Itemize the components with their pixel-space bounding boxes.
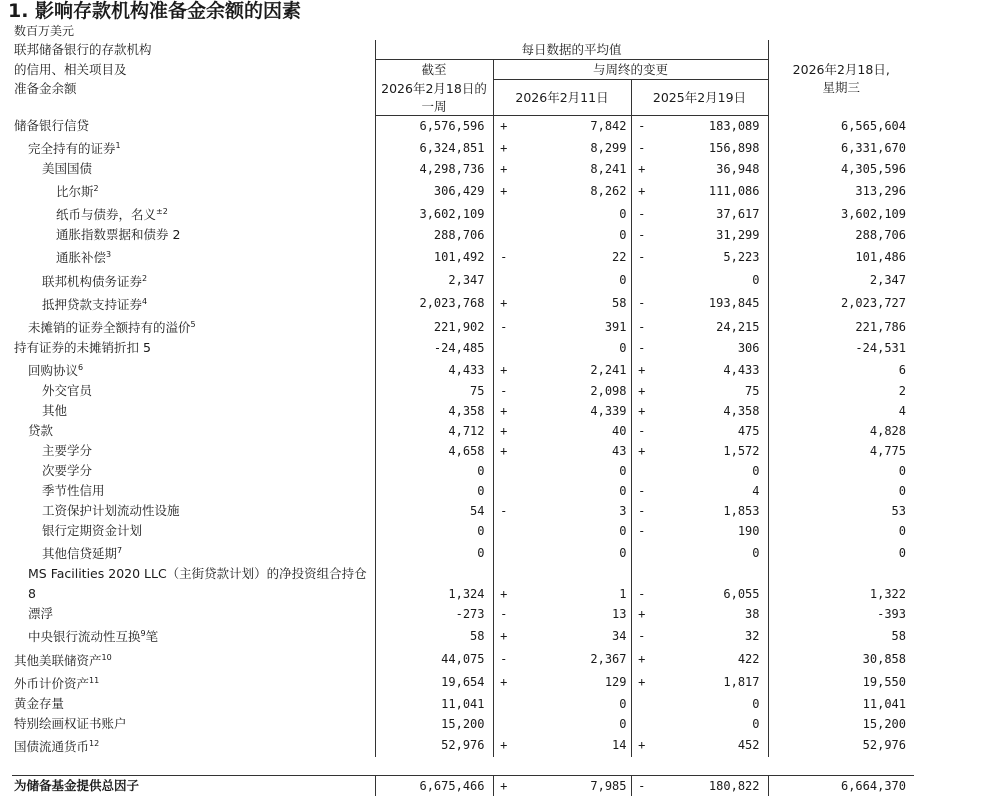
table-row [12, 624, 914, 647]
table-row [12, 159, 914, 179]
sign-b: + [631, 671, 652, 694]
footnote-ref: 12 [89, 739, 99, 748]
change-a-value: 14 [514, 734, 631, 757]
row-label: 贷款 [12, 421, 375, 441]
sign-b: - [631, 116, 652, 137]
wednesday-value: 313,296 [768, 179, 914, 202]
row-label: 美国国债 [12, 159, 375, 179]
spacer-row [12, 757, 914, 776]
table-row [12, 401, 914, 421]
table-row [12, 461, 914, 481]
table-row [12, 358, 914, 381]
change-a-value: 58 [514, 292, 631, 315]
sign-a [493, 481, 514, 501]
week-value: 52,976 [375, 734, 493, 757]
change-b-value: 31,299 [652, 225, 768, 245]
row-label: 黄金存量 [12, 694, 375, 714]
sign-b: - [631, 315, 652, 338]
sign-b: - [631, 292, 652, 315]
change-a-value: 4,339 [514, 401, 631, 421]
table-row [12, 245, 914, 268]
wednesday-value: 58 [768, 624, 914, 647]
change-a-value: 7,985 [514, 776, 631, 796]
week-value: 44,075 [375, 648, 493, 671]
table-row [12, 315, 914, 338]
table-title: 1. 影响存款机构准备金余额的因素 [8, 0, 301, 23]
wednesday-value: 0 [768, 461, 914, 481]
row-label: 联邦机构债务证券$^2$ [12, 269, 375, 292]
wednesday-value: 52,976 [768, 734, 914, 757]
table-row [12, 225, 914, 245]
row-label: 次要学分 [12, 461, 375, 481]
sign-a [493, 714, 514, 734]
sign-b: + [631, 648, 652, 671]
sign-a [493, 202, 514, 225]
row-label: 为储备基金提供总因子 [12, 776, 375, 796]
footnote-ref: 6 [78, 363, 83, 372]
footnote-ref: 7 [117, 546, 122, 555]
row-label: 完全持有的证券$^1$ [12, 136, 375, 159]
week-value: 6,675,466 [375, 776, 493, 796]
week-value: 58 [375, 624, 493, 647]
row-label: 季节性信用 [12, 481, 375, 501]
sign-b: + [631, 441, 652, 461]
week-value: 15,200 [375, 714, 493, 734]
week-value: 221,902 [375, 315, 493, 338]
header-week-ending-top: 截至 [375, 59, 493, 79]
change-a-value: 7,842 [514, 116, 631, 137]
sign-a: + [493, 564, 514, 604]
row-label: 主要学分 [12, 441, 375, 461]
change-b-value: 475 [652, 421, 768, 441]
week-value: 4,433 [375, 358, 493, 381]
table-row [12, 421, 914, 441]
footnote-ref: 4 [142, 297, 147, 306]
change-b-value: 36,948 [652, 159, 768, 179]
wednesday-value: 4,828 [768, 421, 914, 441]
row-label: 纸币与债券，名义$^{\pm 2}$ [12, 202, 375, 225]
wednesday-value: 2,347 [768, 269, 914, 292]
change-a-value: 40 [514, 421, 631, 441]
table-row [12, 734, 914, 757]
sign-a [493, 461, 514, 481]
change-b-value: 0 [652, 694, 768, 714]
wednesday-value: 53 [768, 501, 914, 521]
wednesday-value: 2,023,727 [768, 292, 914, 315]
table-row [12, 501, 914, 521]
wednesday-value: 1,322 [768, 564, 914, 604]
header-change-col-b: 2025年2月19日 [631, 79, 768, 116]
sign-b: - [631, 501, 652, 521]
change-a-value: 3 [514, 501, 631, 521]
change-a-value: 43 [514, 441, 631, 461]
week-value: 75 [375, 381, 493, 401]
change-b-value: 452 [652, 734, 768, 757]
row-label: 通胀补偿$^3$ [12, 245, 375, 268]
change-b-value: 0 [652, 541, 768, 564]
change-b-value: 4,358 [652, 401, 768, 421]
sign-a [493, 694, 514, 714]
table-row [12, 714, 914, 734]
change-a-value: 0 [514, 714, 631, 734]
sign-b [631, 694, 652, 714]
table-row [12, 292, 914, 315]
change-b-value: 32 [652, 624, 768, 647]
week-value: -24,485 [375, 338, 493, 358]
change-b-value: 5,223 [652, 245, 768, 268]
footnote-ref: 11 [89, 676, 99, 685]
change-b-value: 38 [652, 604, 768, 624]
footnote-ref: 2 [142, 274, 147, 283]
sign-b: - [631, 776, 652, 796]
change-a-value: 0 [514, 225, 631, 245]
footnote-ref: 10 [102, 653, 112, 662]
week-value: 19,654 [375, 671, 493, 694]
wednesday-value: 4 [768, 401, 914, 421]
change-a-value: 0 [514, 461, 631, 481]
change-a-value: 1 [514, 564, 631, 604]
sign-b: - [631, 136, 652, 159]
row-label: 比尔斯$^2$ [12, 179, 375, 202]
table-row [12, 269, 914, 292]
sign-b [631, 461, 652, 481]
table-row [12, 776, 914, 796]
sign-a: - [493, 381, 514, 401]
table-row [12, 381, 914, 401]
sign-a: + [493, 776, 514, 796]
row-label: MS Facilities 2020 LLC（主街贷款计划）的净投资组合持仓8 [12, 564, 375, 604]
wednesday-value: 4,305,596 [768, 159, 914, 179]
sign-b: - [631, 225, 652, 245]
change-b-value: 1,817 [652, 671, 768, 694]
row-label: 外币计价资产$^{11}$ [12, 671, 375, 694]
wednesday-value: 11,041 [768, 694, 914, 714]
sign-a [493, 225, 514, 245]
change-b-value: 190 [652, 521, 768, 541]
row-label: 回购协议$^6$ [12, 358, 375, 381]
sign-a: + [493, 734, 514, 757]
wednesday-value: 221,786 [768, 315, 914, 338]
change-b-value: 306 [652, 338, 768, 358]
row-header-label: 联邦储备银行的存款机构 的信用、相关项目及 准备金余额 [12, 40, 375, 116]
change-a-value: 0 [514, 694, 631, 714]
row-label: 其他美联储资产$^{10}$ [12, 648, 375, 671]
change-a-value: 2,098 [514, 381, 631, 401]
row-label: 其他信贷延期$^7$ [12, 541, 375, 564]
wednesday-value: -24,531 [768, 338, 914, 358]
change-b-value: 4,433 [652, 358, 768, 381]
sign-b: - [631, 624, 652, 647]
change-a-value: 0 [514, 269, 631, 292]
sign-b: + [631, 179, 652, 202]
sign-a: - [493, 604, 514, 624]
change-b-value: 183,089 [652, 116, 768, 137]
table-row [12, 671, 914, 694]
week-value: 0 [375, 541, 493, 564]
sign-a: + [493, 179, 514, 202]
week-value: 4,712 [375, 421, 493, 441]
header-change-from-week: 与周终的变更 [493, 59, 768, 79]
week-value: 0 [375, 461, 493, 481]
table-body [12, 116, 914, 796]
sign-a [493, 269, 514, 292]
week-value: 54 [375, 501, 493, 521]
change-b-value: 193,845 [652, 292, 768, 315]
change-b-value: 0 [652, 714, 768, 734]
week-value: 4,298,736 [375, 159, 493, 179]
week-value: 101,492 [375, 245, 493, 268]
wednesday-value: -393 [768, 604, 914, 624]
row-label: 未摊销的证券全额持有的溢价$^5$ [12, 315, 375, 338]
footnote-ref: ±2 [156, 207, 168, 216]
sign-b: - [631, 202, 652, 225]
header-change-col-a: 2026年2月11日 [493, 79, 631, 116]
week-value: -273 [375, 604, 493, 624]
table-row [12, 541, 914, 564]
change-b-value: 422 [652, 648, 768, 671]
change-b-value: 0 [652, 461, 768, 481]
sign-b [631, 714, 652, 734]
week-value: 11,041 [375, 694, 493, 714]
change-b-value: 24,215 [652, 315, 768, 338]
wednesday-value: 6,565,604 [768, 116, 914, 137]
wednesday-value: 30,858 [768, 648, 914, 671]
change-a-value: 22 [514, 245, 631, 268]
table-row [12, 441, 914, 461]
sign-b: - [631, 481, 652, 501]
sign-a: + [493, 624, 514, 647]
change-a-value: 0 [514, 541, 631, 564]
change-b-value: 75 [652, 381, 768, 401]
table-row [12, 179, 914, 202]
footnote-ref: 3 [106, 250, 111, 259]
footnote-ref: 9 [141, 629, 146, 638]
sign-b: - [631, 521, 652, 541]
change-a-value: 8,299 [514, 136, 631, 159]
week-value: 2,023,768 [375, 292, 493, 315]
sign-a: + [493, 441, 514, 461]
sign-a: + [493, 116, 514, 137]
wednesday-value: 15,200 [768, 714, 914, 734]
week-value: 2,347 [375, 269, 493, 292]
sign-a: + [493, 401, 514, 421]
wednesday-value: 0 [768, 481, 914, 501]
header-wednesday: 2026年2月18日, 星期三 [768, 40, 914, 116]
table-row [12, 694, 914, 714]
sign-a: + [493, 421, 514, 441]
row-label: 工资保护计划流动性设施 [12, 501, 375, 521]
reserve-factors-table [12, 40, 914, 796]
sign-b: - [631, 245, 652, 268]
table-row [12, 136, 914, 159]
change-a-value: 0 [514, 481, 631, 501]
wednesday-value: 4,775 [768, 441, 914, 461]
change-b-value: 111,086 [652, 179, 768, 202]
change-a-value: 391 [514, 315, 631, 338]
header-week-ending-date: 2026年2月18日的一周 [375, 79, 493, 116]
wednesday-value: 6,664,370 [768, 776, 914, 796]
change-b-value: 1,572 [652, 441, 768, 461]
week-value: 0 [375, 521, 493, 541]
change-b-value: 1,853 [652, 501, 768, 521]
table-row [12, 521, 914, 541]
footnote-ref: 1 [116, 141, 121, 150]
wednesday-value: 288,706 [768, 225, 914, 245]
sign-b: + [631, 159, 652, 179]
sign-b: - [631, 338, 652, 358]
change-a-value: 2,367 [514, 648, 631, 671]
sign-a: + [493, 292, 514, 315]
row-label: 持有证券的未摊销折扣 5 [12, 338, 375, 358]
sign-a: - [493, 501, 514, 521]
row-label: 储备银行信贷 [12, 116, 375, 137]
unit-label: 数百万美元 [14, 22, 74, 39]
row-label: 中央银行流动性互换$^9$笔 [12, 624, 375, 647]
change-a-value: 0 [514, 202, 631, 225]
sign-a: - [493, 648, 514, 671]
row-label: 银行定期资金计划 [12, 521, 375, 541]
sign-a: - [493, 315, 514, 338]
table-row [12, 116, 914, 137]
wednesday-value: 19,550 [768, 671, 914, 694]
sign-b: - [631, 564, 652, 604]
sign-b: + [631, 401, 652, 421]
week-value: 306,429 [375, 179, 493, 202]
sign-b [631, 541, 652, 564]
sign-a: + [493, 671, 514, 694]
table-row [12, 564, 914, 604]
sign-b: + [631, 734, 652, 757]
table-row [12, 648, 914, 671]
sign-b: - [631, 421, 652, 441]
change-b-value: 37,617 [652, 202, 768, 225]
wednesday-value: 101,486 [768, 245, 914, 268]
week-value: 3,602,109 [375, 202, 493, 225]
row-label: 通胀指数票据和债券 2 [12, 225, 375, 245]
week-value: 1,324 [375, 564, 493, 604]
wednesday-value: 2 [768, 381, 914, 401]
sign-a [493, 541, 514, 564]
change-b-value: 180,822 [652, 776, 768, 796]
wednesday-value: 6 [768, 358, 914, 381]
row-label: 国债流通货币$^{12}$ [12, 734, 375, 757]
sign-a: + [493, 136, 514, 159]
sign-a: + [493, 358, 514, 381]
table-row [12, 338, 914, 358]
table-row [12, 481, 914, 501]
sign-a: - [493, 245, 514, 268]
footnote-ref: 2 [94, 184, 99, 193]
table-row [12, 604, 914, 624]
row-label: 抵押贷款支持证券$^4$ [12, 292, 375, 315]
change-b-value: 6,055 [652, 564, 768, 604]
change-a-value: 0 [514, 521, 631, 541]
header-daily-average: 每日数据的平均值 [375, 40, 768, 59]
wednesday-value: 6,331,670 [768, 136, 914, 159]
change-b-value: 156,898 [652, 136, 768, 159]
week-value: 4,658 [375, 441, 493, 461]
change-a-value: 129 [514, 671, 631, 694]
footnote-ref: 5 [191, 320, 196, 329]
week-value: 6,324,851 [375, 136, 493, 159]
sign-a [493, 521, 514, 541]
sign-a: + [493, 159, 514, 179]
change-a-value: 8,241 [514, 159, 631, 179]
row-label: 其他 [12, 401, 375, 421]
week-value: 4,358 [375, 401, 493, 421]
sign-b: + [631, 381, 652, 401]
change-b-value: 0 [652, 269, 768, 292]
sign-b [631, 269, 652, 292]
sign-a [493, 338, 514, 358]
table-row [12, 202, 914, 225]
change-b-value: 4 [652, 481, 768, 501]
change-a-value: 8,262 [514, 179, 631, 202]
change-a-value: 2,241 [514, 358, 631, 381]
wednesday-value: 3,602,109 [768, 202, 914, 225]
row-label: 特别绘画权证书账户 [12, 714, 375, 734]
change-a-value: 0 [514, 338, 631, 358]
sign-b: + [631, 358, 652, 381]
row-label: 漂浮 [12, 604, 375, 624]
week-value: 6,576,596 [375, 116, 493, 137]
week-value: 288,706 [375, 225, 493, 245]
wednesday-value: 0 [768, 521, 914, 541]
change-a-value: 13 [514, 604, 631, 624]
change-a-value: 34 [514, 624, 631, 647]
row-label: 外交官员 [12, 381, 375, 401]
sign-b: + [631, 604, 652, 624]
wednesday-value: 0 [768, 541, 914, 564]
week-value: 0 [375, 481, 493, 501]
